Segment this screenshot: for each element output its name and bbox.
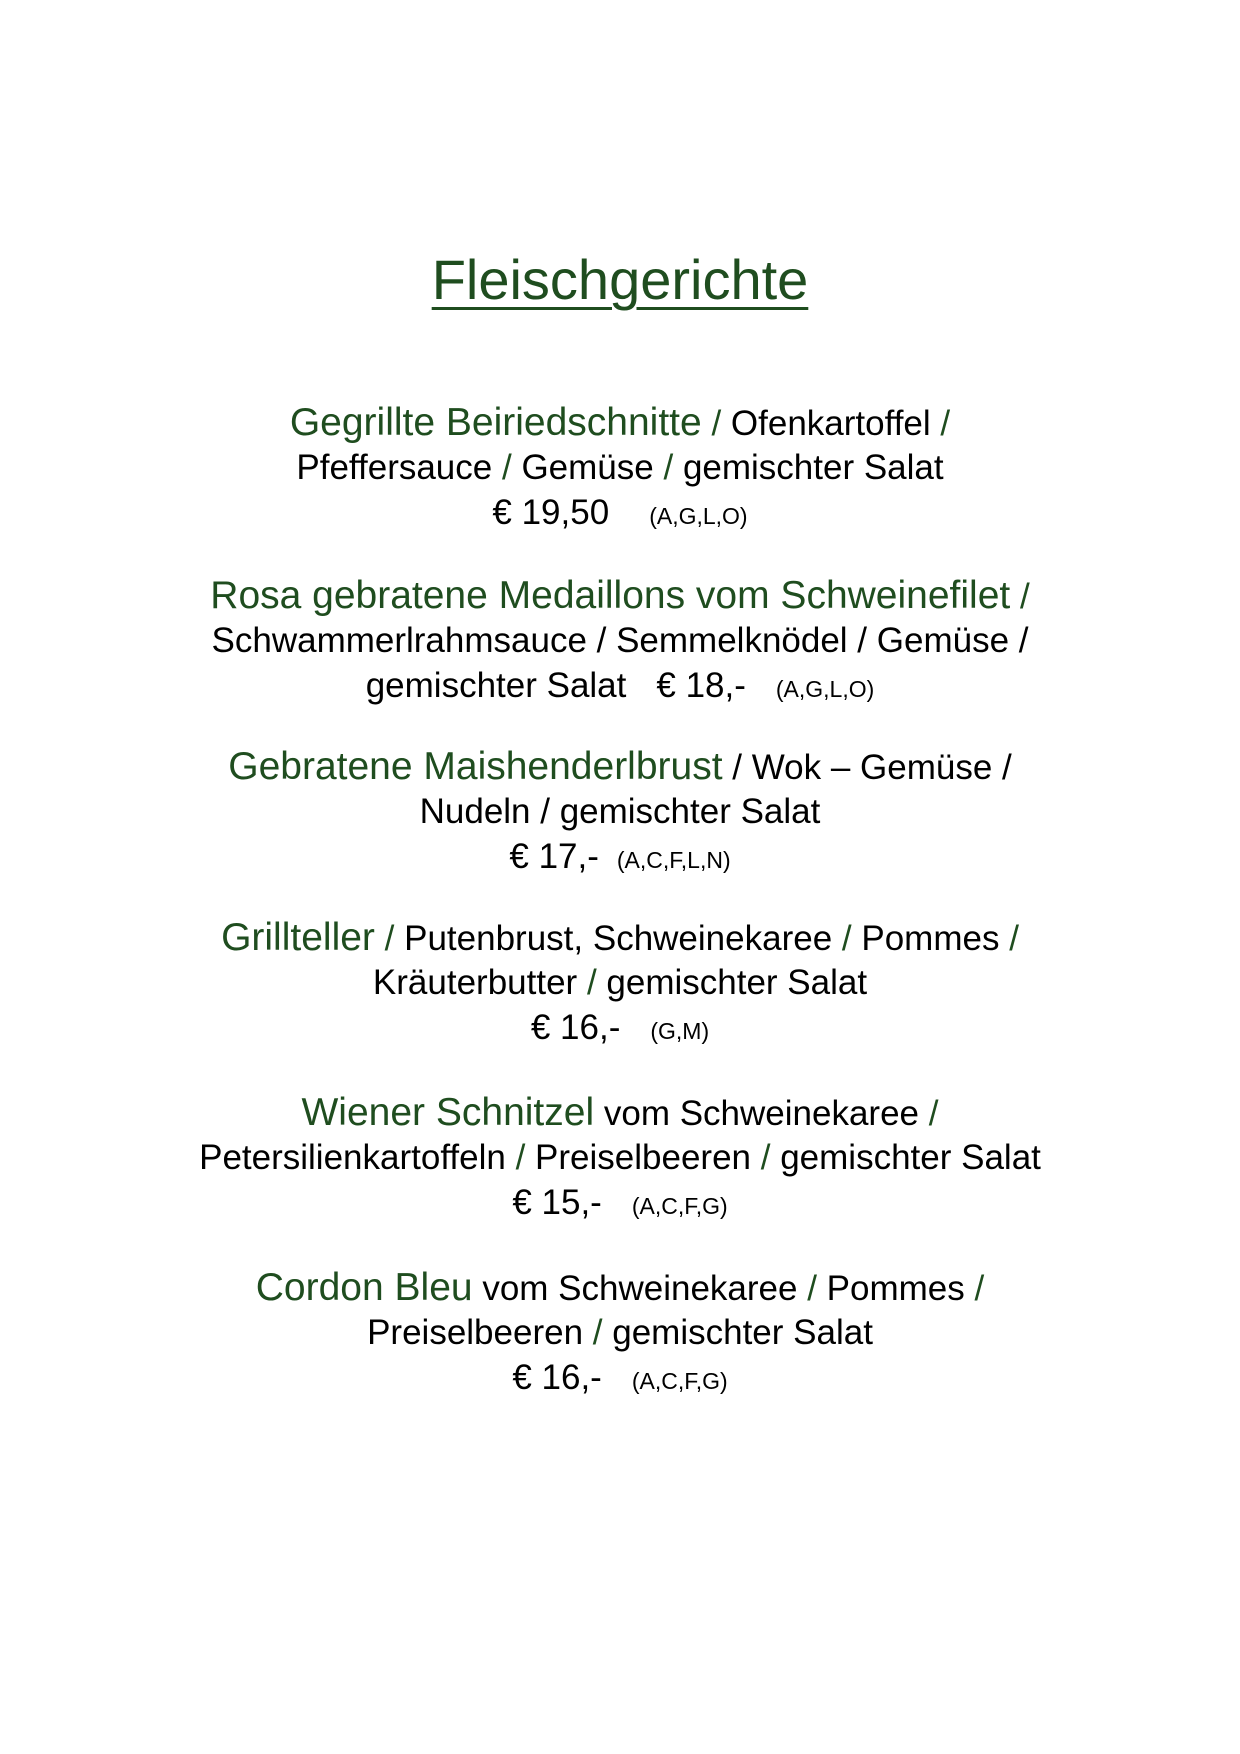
- page-title: Fleischgerichte: [431, 248, 809, 311]
- separator: /: [592, 1313, 603, 1352]
- separator: /: [663, 448, 674, 487]
- dish-line: [140, 960, 1100, 1005]
- separator: /: [928, 1094, 939, 1133]
- dish-side: Kräuterbutter: [372, 963, 578, 1002]
- dish-allergens: (A,C,F,G): [631, 1368, 728, 1394]
- dish-price: € 19,50: [492, 493, 610, 532]
- dish-name: Grillteller: [221, 916, 375, 959]
- dish-price: € 18,-: [656, 666, 746, 705]
- dish-price: € 17,-: [509, 837, 599, 876]
- dish-price-line: [140, 490, 1100, 535]
- dish-price: € 15,-: [512, 1183, 602, 1222]
- dish-line: [140, 400, 1100, 445]
- dish-name: Gebratene Maishenderlbrust: [228, 745, 723, 788]
- dish-price-line: [140, 1180, 1100, 1225]
- separator: /: [515, 1138, 526, 1177]
- dish-side: gemischter Salat: [606, 963, 868, 1002]
- dish-price: € 16,-: [530, 1008, 621, 1047]
- separator: /: [940, 404, 951, 443]
- dish-price-line: [140, 1005, 1100, 1050]
- separator: /: [384, 919, 395, 958]
- dish-line: [140, 1265, 1100, 1310]
- dish-price-line: [140, 663, 1100, 708]
- separator: /: [1009, 919, 1019, 958]
- dish-name: Cordon Bleu: [255, 1266, 473, 1309]
- separator: /: [586, 963, 597, 1002]
- dish-side: Putenbrust, Schweinekaree: [404, 919, 833, 958]
- dish-line: [140, 789, 1100, 834]
- dish-side: / Wok – Gemüse /: [732, 748, 1012, 787]
- separator: /: [711, 404, 722, 443]
- dish-line: [140, 1310, 1100, 1355]
- dish-side: Petersilienkartoffeln: [199, 1138, 506, 1177]
- dish-allergens: (A,C,F,L,N): [616, 847, 731, 873]
- dish-price: € 16,-: [512, 1358, 602, 1397]
- dish-gegrillte-beiriedschnitte: [140, 400, 1100, 535]
- dish-allergens: (A,G,L,O): [775, 676, 875, 702]
- dish-side: Pfeffersauce: [296, 448, 493, 487]
- dish-allergens: (A,G,L,O): [649, 503, 748, 529]
- dish-line: [140, 573, 1100, 618]
- dish-side: gemischter Salat: [682, 448, 944, 487]
- dish-cordon-bleu: [140, 1265, 1100, 1400]
- separator: /: [1019, 577, 1030, 616]
- dish-price-line: [140, 1355, 1100, 1400]
- dish-price-line: [140, 834, 1100, 879]
- dish-name: Wiener Schnitzel: [301, 1091, 595, 1134]
- dish-line: [140, 1090, 1100, 1135]
- dish-side: Preiselbeeren: [367, 1313, 584, 1352]
- dish-maishenderlbrust: [140, 744, 1100, 879]
- dish-side: gemischter Salat: [612, 1313, 873, 1352]
- dish-line: [140, 915, 1100, 960]
- dish-side: gemischter Salat: [365, 666, 627, 705]
- dish-line: [140, 618, 1100, 663]
- separator: /: [841, 919, 852, 958]
- dish-grillteller: [140, 915, 1100, 1050]
- separator: /: [974, 1269, 985, 1308]
- dish-line: [140, 445, 1100, 490]
- dish-side: Gemüse: [521, 448, 654, 487]
- separator: /: [807, 1269, 817, 1308]
- dish-allergens: (A,C,F,G): [631, 1193, 728, 1219]
- dish-line: [140, 744, 1100, 789]
- dish-side: vom Schweinekaree: [603, 1094, 920, 1133]
- dish-line: [140, 1135, 1100, 1180]
- dish-side: vom Schweinekaree: [482, 1269, 798, 1308]
- dish-name: Gegrillte Beiriedschnitte: [289, 401, 702, 444]
- dish-side: Pommes: [826, 1269, 965, 1308]
- dish-sides: Nudeln / gemischter Salat: [419, 792, 821, 831]
- separator: /: [760, 1138, 771, 1177]
- dish-side: Pommes: [861, 919, 1000, 958]
- dish-wiener-schnitzel: [140, 1090, 1100, 1225]
- separator: /: [501, 448, 512, 487]
- dish-allergens: (G,M): [650, 1018, 710, 1044]
- dish-rosa-medaillons: [140, 573, 1100, 708]
- dish-side: Ofenkartoffel: [730, 404, 931, 443]
- dish-side: gemischter Salat: [780, 1138, 1041, 1177]
- dish-side: Preiselbeeren: [535, 1138, 752, 1177]
- dish-sides: Schwammerlrahmsauce / Semmelknödel / Gemüse /: [211, 621, 1029, 660]
- dish-name: Rosa gebratene Medaillons vom Schweinefilet: [210, 574, 1011, 617]
